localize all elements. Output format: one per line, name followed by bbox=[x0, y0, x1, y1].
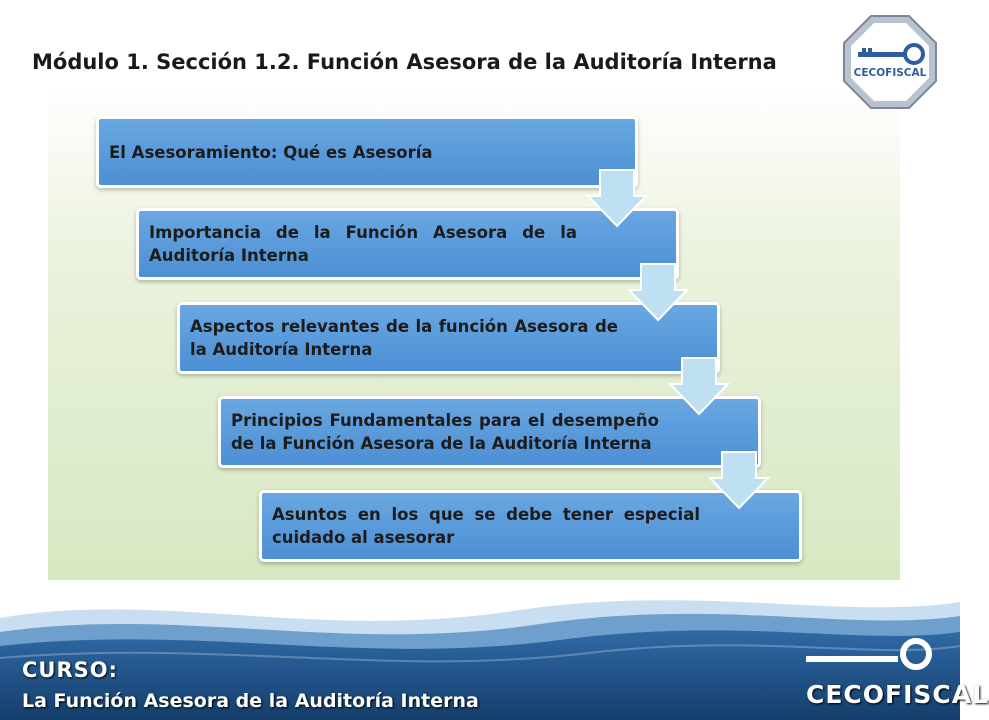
step-3-label: Aspectos relevantes de la función Asesora de la Auditoría Interna bbox=[190, 317, 618, 359]
step-1-label: El Asesoramiento: Qué es Asesoría bbox=[109, 142, 433, 162]
course-title: La Función Asesora de la Auditoría Interna bbox=[22, 690, 479, 712]
cecofiscal-logo-badge bbox=[842, 14, 938, 110]
logo-brand-text: CECOFISCAL bbox=[853, 67, 927, 79]
process-step-1 bbox=[96, 116, 638, 188]
down-arrow-icon bbox=[708, 450, 770, 510]
key-icon bbox=[800, 636, 940, 676]
step-4-label: Principios Fundamentales para el desempeño de la Función Asesora de la Auditoría Interna bbox=[231, 411, 659, 453]
down-arrow-icon bbox=[586, 168, 648, 228]
course-label: CURSO: bbox=[22, 658, 119, 682]
footer-brand: CECOFISCAL bbox=[806, 680, 989, 709]
step-5-label: Asuntos en los que se debe tener especial cuidado al asesorar bbox=[272, 505, 700, 547]
slide-title: Módulo 1. Sección 1.2. Función Asesora de la Auditoría Interna bbox=[32, 50, 777, 74]
down-arrow-icon bbox=[668, 356, 730, 416]
step-2-label: Importancia de la Función Asesora de la Auditoría Interna bbox=[149, 223, 577, 265]
down-arrow-icon bbox=[627, 262, 689, 322]
